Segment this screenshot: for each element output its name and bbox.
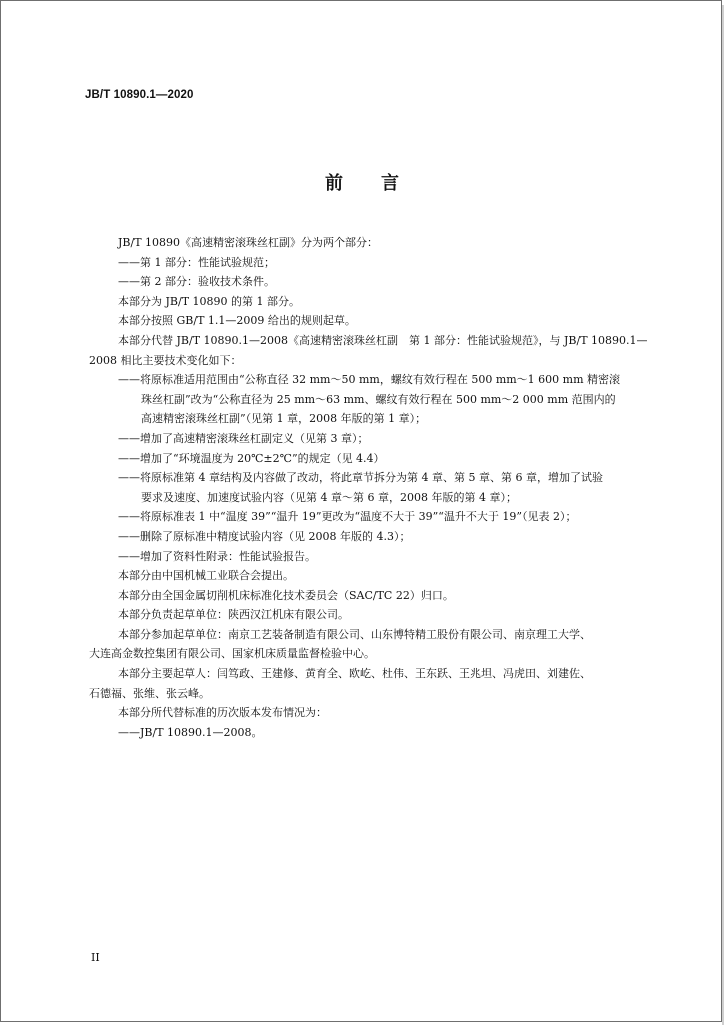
page-title [1,169,723,195]
change-item-scope-line-2: 珠丝杠副”改为“公称直径为 25 mm～63 mm、螺纹有效行程在 500 mm～2 000 mm 范围内的 [141,392,616,406]
paragraph-replaces-line-2: 2008 相比主要技术变化如下： [89,353,242,367]
paragraph-proposed-by: 本部分由中国机械工业联合会提出。 [118,569,294,583]
paragraph-replaces-line-1: 本部分代替 JB/T 10890.1—2008《高速精密滚珠丝杠副 第 1 部分：性能试验规范》，与 JB/T 10890.1— [118,333,648,347]
change-item-scope-line-1: ——将原标准适用范围由“公称直径 32 mm～50 mm，螺纹有效行程在 500 mm～1 600 mm 精密滚 [118,373,621,387]
paragraph-participating-line-2: 大连高金数控集团有限公司、国家机床质量监督检验中心。 [89,647,375,661]
standard-code-header: JB/T 10890.1—2020 [85,89,194,101]
paragraph-this-part: 本部分为 JB/T 10890 的第 1 部分。 [118,294,301,308]
title-char-1: 前 [325,173,343,194]
change-item-scope-line-3: 高速精密滚珠丝杠副”（见第 1 章，2008 年版的第 1 章）； [141,412,427,426]
list-item-part-2: ——第 2 部分：验收技术条件。 [118,275,275,289]
change-item-definition: ——增加了高速精密滚珠丝杠副定义（见第 3 章）； [118,431,369,445]
change-item-chapter4-line-1: ——将原标准第 4 章结构及内容做了改动，将此章节拆分为第 4 章、第 5 章、第 6 章，增加了试验 [118,471,603,485]
change-item-annex: ——增加了资料性附录：性能试验报告。 [118,549,316,563]
paragraph-drafters-line-1: 本部分主要起草人：闫笃政、王建修、黄育全、欧屹、杜伟、王东跃、王兆坦、冯虎田、刘建佐、 [118,667,591,681]
change-item-temperature: ——增加了“环境温度为 20℃±2℃”的规定（见 4.4） [118,451,385,465]
change-item-chapter4-line-2: 要求及速度、加速度试验内容（见第 4 章～第 6 章，2008 年版的第 4 章）； [141,490,517,504]
paragraph-parts: JB/T 10890《高速精密滚珠丝杠副》分为两个部分： [118,236,379,249]
paragraph-under-jurisdiction: 本部分由全国金属切削机床标准化技术委员会（SAC/TC 22）归口。 [118,588,454,602]
foreword-body [89,233,667,742]
change-item-deleted-accuracy: ——删除了原标准中精度试验内容（见 2008 年版的 4.3）； [118,529,411,543]
change-item-table1: ——将原标准表 1 中“温度 39”“温升 19”更改为“温度不大于 39”“温升不大于 19”（见表 2）； [118,510,577,524]
page-number: II [91,951,100,964]
paragraph-participating-line-1: 本部分参加起草单位：南京工艺装备制造有限公司、山东博特精工股份有限公司、南京理工大学、 [118,627,591,641]
paragraph-lead-drafter: 本部分负责起草单位：陕西汉江机床有限公司。 [118,608,349,622]
paragraph-drafting-rules: 本部分按照 GB/T 1.1—2009 给出的规则起草。 [118,314,356,328]
paragraph-drafters-line-2: 石德福、张维、张云峰。 [89,686,210,700]
list-item-part-1: ——第 1 部分：性能试验规范； [118,255,275,269]
paragraph-history: 本部分所代替标准的历次版本发布情况为： [118,706,327,720]
list-item-history: ——JB/T 10890.1—2008。 [118,725,263,739]
title-char-2: 言 [381,173,399,194]
